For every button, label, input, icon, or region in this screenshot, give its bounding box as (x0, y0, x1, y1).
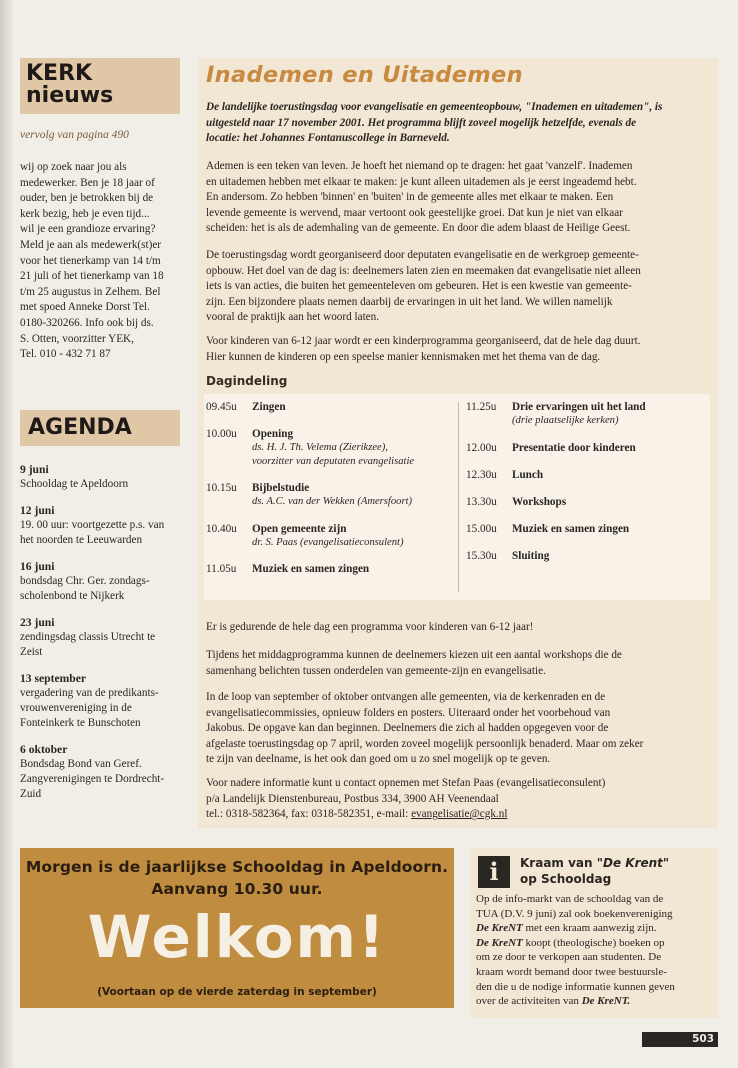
agenda-item (20, 671, 184, 731)
text-line: ouder, ben je betrokken bij de (20, 192, 154, 205)
agenda-desc: 19. 00 uur: voortgezette p.s. van (20, 519, 165, 531)
text-line: p/a Landelijk Dienstenbureau, Postbus 334, 3900 AH Veenendaal (206, 792, 499, 805)
agenda-desc: Schooldag te Apeldoorn (20, 478, 129, 490)
agenda-desc: zendingsdag classis Utrecht te (20, 631, 156, 643)
text-line: Voor nadere informatie kunt u contact opnemen met Stefan Paas (evangelisatieconsulent) (206, 777, 606, 789)
text-span: over de activiteiten van (476, 995, 582, 1008)
text-line: Tel. 010 - 432 71 87 (20, 348, 111, 361)
agenda-desc: bondsdag Chr. Ger. zondags- (20, 575, 150, 587)
banner-headline: Morgen is de jaarlijkse Schooldag in Apeldoorn. (25, 858, 449, 876)
text-line: In de loop van september of oktober ontvangen alle gemeenten, via de kerkenraden en de (206, 691, 606, 703)
slot-name: Zingen (252, 401, 286, 413)
text-line: om ze door te verkopen aan studenten. De (476, 951, 662, 964)
agenda-item (20, 462, 184, 492)
text-line: te zijn van deelname, is het ook dan goed om u zo snel mogelijk op te geven. (206, 753, 551, 766)
agenda-desc: scholenbond te Nijkerk (20, 590, 125, 602)
text-line (476, 994, 714, 1009)
agenda-list (20, 462, 184, 813)
text-line: afgelaste toerustingsdag op 7 april, worden zoveel mogelijk persoonlijk benaderd. Maar om zeker (206, 737, 644, 750)
text-line: De landelijke toerustingsdag voor evangelisatie en gemeenteopbouw, "Inademen en uitademen", is (206, 101, 663, 113)
agenda-date: 13 september (20, 672, 87, 685)
agenda-item (20, 742, 184, 802)
text-line: locatie: het Johannes Fontanuscollege in Barneveld. (206, 132, 450, 145)
schedule-slot (206, 427, 456, 468)
banner-welcome: Welkom! (87, 903, 387, 971)
text-line: kraam wordt bemand door twee bestuursle- (476, 965, 667, 978)
text-line: wij op zoek naar jou als (20, 161, 127, 173)
schedule-slot (466, 549, 706, 563)
slot-speaker: dr. S. Paas (evangelisatieconsulent) (252, 536, 404, 548)
text-line: opbouw. Het doel van de dag is: deelnemers laten zien en meemaken dat evangelisatie niet alleen (206, 264, 641, 277)
agenda-desc: Zuid (20, 788, 42, 800)
schedule-right-column (466, 400, 706, 576)
text-line: TUA (D.V. 9 juni) zal ook boekenvereniging (476, 907, 673, 920)
text-line: wil je een grandioze ervaring? (20, 223, 156, 236)
text-line: Voor kinderen van 6-12 jaar wordt er een kinderprogramma georganiseerd, dat de hele dag duurt. (206, 335, 641, 347)
agenda-item (20, 559, 184, 604)
info-body (476, 892, 714, 1009)
slot-name: Lunch (512, 468, 544, 481)
agenda-heading-text: AGENDA (28, 415, 132, 440)
text-line: S. Otten, voorzitter YEK, (20, 332, 134, 345)
agenda-date: 16 juni (20, 560, 55, 573)
agenda-date: 12 juni (20, 504, 55, 517)
slot-speaker: voorzitter van deputaten evangelisatie (252, 455, 415, 467)
slot-name: Drie ervaringen uit het land (512, 401, 646, 413)
slot-speaker: ds. H. J. Th. Velema (Zierikzee), (252, 442, 388, 453)
text-line: samenhang belichten tussen onderdelen van gemeente-zijn en evangelisatie. (206, 664, 546, 677)
text-line: Er is gedurende de hele dag een programma voor kinderen van 6-12 jaar! (206, 621, 534, 633)
slot-speaker: (drie plaatselijke kerken) (512, 415, 619, 426)
slot-name: Muziek en samen zingen (512, 522, 630, 535)
banner-time: Aanvang 10.30 uur. (151, 880, 323, 898)
paragraph-registration (206, 690, 706, 768)
paragraph-workshops (206, 648, 706, 679)
schedule-slot (466, 441, 706, 455)
text-span: koopt (theologische) boeken op (522, 936, 665, 949)
agenda-desc: vergadering van de predikants- (20, 687, 159, 699)
slot-name: Bijbelstudie (252, 482, 310, 494)
text-line: voor het tienerkamp van 14 t/m (20, 254, 161, 267)
schedule-slot (206, 522, 456, 550)
agenda-date: 23 juni (20, 616, 55, 629)
text-line (476, 936, 714, 951)
agenda-heading (20, 410, 180, 446)
slot-time: 15.00u (466, 522, 497, 535)
slot-name: Muziek en samen zingen (252, 563, 370, 575)
schedule-box (204, 394, 710, 600)
paragraph-contact (206, 776, 706, 823)
krent-name: De KreNT (476, 936, 523, 949)
contact-line (206, 807, 706, 823)
info-title-prefix: Kraam van (520, 856, 597, 870)
paragraph-breathing (206, 159, 706, 237)
schedule-heading: Dagindeling (206, 374, 288, 388)
contact-prefix: tel.: 0318-582364, fax: 0318-582351, e-mail: (206, 808, 412, 821)
schedule-slot (466, 400, 706, 428)
article-lead (206, 100, 704, 147)
text-line: Hier kunnen de kinderen op een speelse manier kennismaken met het thema van de dag. (206, 350, 601, 363)
schedule-slot (206, 400, 456, 414)
agenda-item (20, 615, 184, 660)
slot-time: 11.25u (466, 401, 497, 413)
page-number: 503 (642, 1032, 718, 1047)
text-line: Meld je aan als medewerk(st)er (20, 238, 162, 251)
krent-name: De KreNT (476, 922, 523, 935)
info-icon: i (478, 856, 510, 888)
text-line: medewerker. Ben je 18 jaar of (20, 176, 155, 189)
page-binding-edge (0, 0, 14, 1068)
schooldag-banner (20, 848, 454, 1008)
text-line: iets is van acties, die buiten het gemeenteleven om gebeuren. Het is een kwestie van gemeente- (206, 280, 632, 293)
text-line: levende gemeente is wervend, maar vertoont ook geestelijke groei. Dat kun je niet van elkaar (206, 206, 623, 219)
text-line: den die u de nodige informatie kunnen geven (476, 980, 675, 993)
slot-name: Opening (252, 428, 294, 440)
schedule-slot (206, 562, 456, 576)
agenda-desc: Fonteinkerk te Bunschoten (20, 717, 141, 729)
text-line: 21 juli of het tienerkamp van 18 (20, 270, 164, 283)
info-title (520, 856, 712, 887)
slot-name: Presentatie door kinderen (512, 441, 636, 454)
info-box-krent (470, 848, 718, 1018)
info-title-quote: "De Krent" (596, 856, 670, 870)
agenda-desc: Zeist (20, 646, 43, 658)
text-line: Op de info-markt van de schooldag van de (476, 893, 664, 905)
schedule-slot (466, 468, 706, 482)
paragraph-organisation (206, 248, 706, 326)
schedule-slot (206, 481, 456, 509)
text-line: evangelisatiecommissies, opnieuw folders en posters. Uiteraard onder het voorbehoud van (206, 706, 611, 719)
slot-time: 13.30u (466, 495, 497, 508)
schedule-slot (466, 522, 706, 536)
slot-time: 15.30u (466, 549, 497, 562)
paragraph-children (206, 334, 706, 365)
text-line: uitgesteld naar 17 november 2001. Het programma blijft zoveel mogelijk hetzelfde, evenals de (206, 116, 637, 129)
agenda-desc: Bondsdag Bond van Geref. (20, 758, 142, 770)
kerk-nieuws-heading (20, 58, 180, 114)
slot-speaker: ds. A.C. van der Wekken (Amersfoort) (252, 496, 413, 507)
text-line: scheiden: het is als de ademhaling van de gemeente. En door die adem blaast de Heilige Geest. (206, 222, 631, 235)
text-line: met spoed Anneke Dorst Tel. (20, 301, 150, 314)
text-line: De toerustingsdag wordt georganiseerd door deputaten evangelisatie en de werkgroep gemeente- (206, 249, 639, 261)
text-line: Ademen is een teken van leven. Je hoeft het niemand op te dragen: het gaat 'vanzelf'. Inademen (206, 160, 633, 172)
banner-footnote: (Voortaan op de vierde zaterdag in september) (97, 986, 377, 998)
schedule-left-column (206, 400, 456, 589)
slot-name: Workshops (512, 495, 567, 508)
text-line: kerk bezig, heb je even tijd... (20, 207, 150, 220)
agenda-item (20, 503, 184, 548)
slot-time: 09.45u (206, 401, 237, 413)
kerk-heading-line1: KERK (26, 61, 93, 86)
schedule-slot (466, 495, 706, 509)
slot-time: 10.15u (206, 482, 237, 494)
info-title-line1 (520, 856, 712, 872)
text-line: t/m 25 augustus in Zelhem. Bel (20, 285, 161, 298)
kerk-nieuws-body (20, 160, 184, 363)
text-line: vooral de praktijk aan het woord laten. (206, 311, 380, 324)
text-line: en uitademen hebben met elkaar te maken: je kunt alleen uitademen als je eerst ingeademd hebt. (206, 175, 637, 188)
slot-time: 10.00u (206, 428, 237, 440)
agenda-desc: Zangverenigingen te Dordrecht- (20, 773, 165, 785)
text-line: Jakobus. De opgave kan dan beginnen. Deelnemers die zich al hadden opgegeven voor de (206, 722, 609, 735)
text-line: Tijdens het middagprogramma kunnen de deelnemers kiezen uit een aantal workshops die de (206, 649, 622, 661)
agenda-desc: het noorden te Leeuwarden (20, 534, 143, 546)
slot-time: 12.00u (466, 441, 497, 454)
slot-name: Open gemeente zijn (252, 522, 347, 535)
text-line: En andersom. Zo hebben 'binnen' en 'buiten' in de gemeente alles met elkaar te maken. Een (206, 191, 614, 204)
text-span: met een kraam aanwezig zijn. (522, 922, 657, 935)
schedule-divider (458, 402, 459, 592)
article-panel (198, 58, 718, 828)
slot-name: Sluiting (512, 549, 550, 562)
slot-time: 11.05u (206, 563, 237, 575)
krent-name: De KreNT. (581, 995, 631, 1008)
text-line: 0180-320266. Info ook bij ds. (20, 316, 154, 329)
agenda-desc: vrouwenvereniging in de (20, 702, 132, 714)
agenda-date: 9 juni (20, 463, 49, 476)
article-title: Inademen en Uitademen (206, 62, 523, 88)
slot-time: 12.30u (466, 468, 497, 481)
text-line (476, 921, 714, 936)
agenda-date: 6 oktober (20, 743, 68, 756)
text-line: zijn. Een bijzondere plaats nemen daarbij de ervaringen in uit het land. We willen namelijk (206, 295, 613, 308)
continued-from-note: vervolg van pagina 490 (20, 129, 129, 141)
info-title-line2: op Schooldag (520, 871, 612, 886)
slot-time: 10.40u (206, 522, 237, 535)
kerk-heading-line2: nieuws (26, 83, 114, 108)
email-link[interactable]: evangelisatie@cgk.nl (411, 808, 508, 821)
paragraph-kids-program (206, 620, 706, 636)
